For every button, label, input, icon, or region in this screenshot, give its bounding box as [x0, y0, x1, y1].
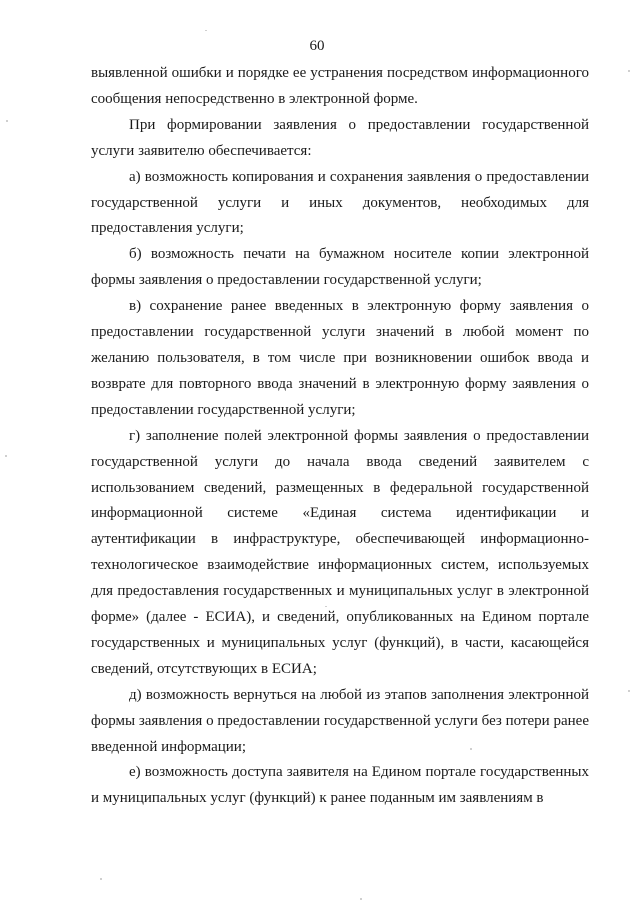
scan-speck [205, 30, 207, 31]
paragraph-intro: При формировании заявления о предоставлении государственной услуги заявителю обеспечивается: [91, 116, 589, 159]
scan-speck [628, 690, 630, 692]
document-body [91, 61, 589, 812]
scan-speck [325, 606, 327, 607]
paragraph-item-e: е) возможность доступа заявителя на Едином портале государственных и муниципальных услуг (функций) к ранее поданным им заявлениям в [91, 764, 589, 807]
scan-speck [628, 70, 630, 72]
scan-speck [360, 898, 362, 900]
page-number: 60 [309, 38, 325, 54]
scan-speck [470, 748, 472, 750]
scan-speck [6, 120, 8, 122]
paragraph-item-v: в) сохранение ранее введенных в электронную форму заявления о предоставлении государственной услуги значений в любой момент по желанию пользователя, в том числе при возникновении ошибок ввода и возврате для повторного ввода значений в электронную форму заявления о предоставлении государственной услуги; [91, 298, 589, 418]
paragraph-item-b: б) возможность печати на бумажном носителе копии электронной формы заявления о предоставлении государственной услуги; [91, 246, 589, 289]
paragraph-continuation: выявленной ошибки и порядке ее устранения посредством информационного сообщения непосредственно в электронной форме. [91, 65, 589, 107]
scan-speck [100, 878, 102, 880]
paragraph-item-d: д) возможность вернуться на любой из этапов заполнения электронной формы заявления о предоставлении государственной услуги без потери ранее введенной информации; [91, 686, 589, 755]
paragraph-item-a: а) возможность копирования и сохранения заявления о предоставлении государственной услуги и иных документов, необходимых для предоставления услуги; [91, 168, 589, 237]
scan-speck [5, 455, 7, 457]
paragraph-item-g: г) заполнение полей электронной формы заявления о предоставлении государственной услуги до начала ввода сведений заявителем с использованием сведений, размещенных в федеральной государственной информационной системе «Единая система идентификации и аутентификации в инфраструктуре, обеспечивающей информационно-технологическое взаимодействие информационных систем, используемых для предоставления государственных и муниципальных услуг в электронной форме» (далее - ЕСИА), и сведений, опубликованных на Едином портале государственных и муниципальных услуг (функций), в части, касающейся сведений, отсутствующих в ЕСИА; [91, 427, 589, 677]
